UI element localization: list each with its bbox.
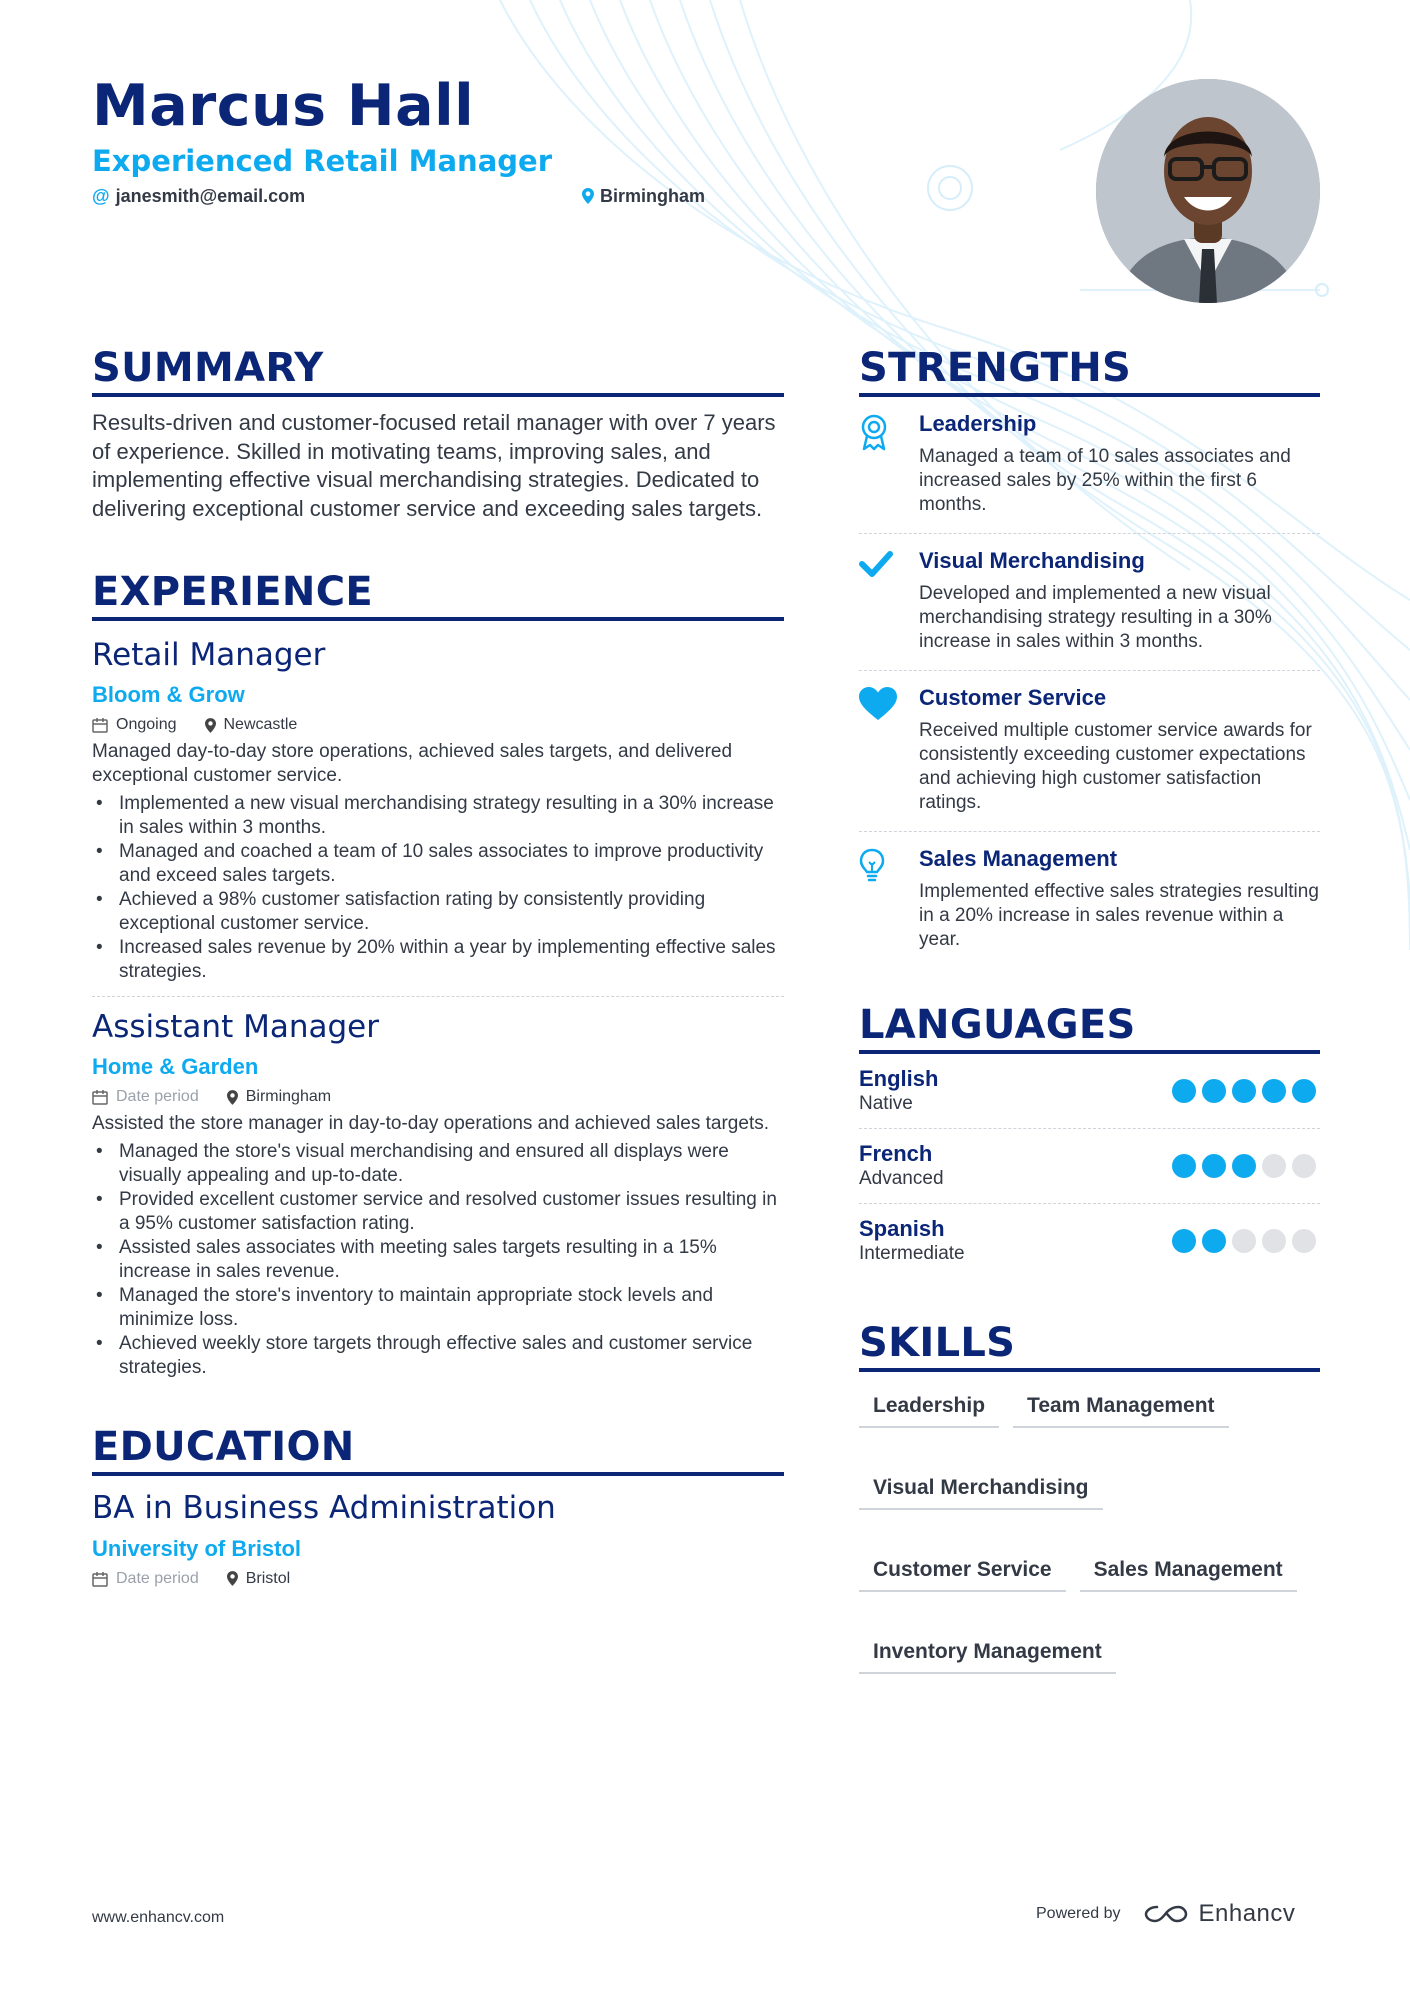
strength-description: Implemented effective sales strategies resulting in a 20% increase in sales revenue within a year. xyxy=(919,881,1319,950)
powered-by-label: Powered by xyxy=(1036,1905,1121,1922)
portrait-illustration xyxy=(1096,79,1320,303)
job-meta xyxy=(92,1088,784,1106)
proficiency-dot-filled xyxy=(1202,1229,1226,1253)
summary-text: Results-driven and customer-focused retail manager with over 7 years of experience. Skilled in motivating teams, improving sales, and implementing effective visual merchandising strategies. Dedicated to delivering exceptional customer service and exceeding sales targets. xyxy=(92,410,776,521)
proficiency-dot-empty xyxy=(1292,1229,1316,1253)
proficiency-dots xyxy=(1172,1154,1316,1178)
proficiency-dot-filled xyxy=(1292,1079,1316,1103)
experience-entry xyxy=(92,1009,784,1380)
skill-tag: Leadership xyxy=(859,1386,999,1428)
job-period xyxy=(92,1088,199,1106)
candidate-name: Marcus Hall xyxy=(92,73,475,139)
footer-branding xyxy=(1036,1900,1295,1928)
job-description: Managed day-to-day store operations, achieved sales targets, and delivered exceptional customer service. xyxy=(92,741,733,787)
strength-description: Received multiple customer service awards for consistently exceeding customer expectations and achieving high customer satisfaction ratings. xyxy=(919,720,1312,813)
education-heading: EDUCATION xyxy=(92,1424,784,1476)
summary-heading: SUMMARY xyxy=(92,345,784,397)
job-meta xyxy=(92,716,784,734)
at-sign-icon: @ xyxy=(92,185,110,206)
resume-header xyxy=(92,74,1092,214)
strength-item xyxy=(859,534,1320,671)
proficiency-dot-empty xyxy=(1262,1229,1286,1253)
location-text: Birmingham xyxy=(600,185,706,206)
strength-description: Developed and implemented a new visual merchandising strategy resulting in a 30% increase in sales within 3 months. xyxy=(919,583,1272,652)
education-period xyxy=(92,1570,199,1588)
proficiency-dot-filled xyxy=(1172,1229,1196,1253)
proficiency-dots xyxy=(1172,1079,1316,1103)
strength-description: Managed a team of 10 sales associates and increased sales by 25% within the first 6 months. xyxy=(919,446,1291,515)
achievement-item: • Implemented a new visual merchandising strategy resulting in a 30% increase in sales within 3 months. xyxy=(92,792,784,840)
proficiency-dot-filled xyxy=(1262,1079,1286,1103)
company-name: Home & Garden xyxy=(92,1054,259,1080)
education-meta xyxy=(92,1570,784,1588)
strengths-heading: STRENGTHS xyxy=(859,345,1320,397)
proficiency-dot-filled xyxy=(1232,1154,1256,1178)
language-item xyxy=(859,1129,1320,1204)
period-text: Date period xyxy=(116,1088,199,1106)
location-text: Newcastle xyxy=(223,716,298,734)
achievement-item: • Managed and coached a team of 10 sales associates to improve productivity and exceed sales targets. xyxy=(92,840,784,888)
lightbulb-icon xyxy=(859,846,919,952)
experience-entry xyxy=(92,637,784,997)
achievement-item: • Achieved a 98% customer satisfaction rating by consistently providing exceptional customer service. xyxy=(92,888,784,936)
proficiency-dot-filled xyxy=(1232,1079,1256,1103)
achievement-item: • Assisted sales associates with meeting sales targets resulting in a 15% increase in sales revenue. xyxy=(92,1236,784,1284)
skills-heading: SKILLS xyxy=(859,1320,1320,1372)
skill-tag: Customer Service xyxy=(859,1550,1066,1592)
skill-tag: Inventory Management xyxy=(859,1632,1116,1674)
left-column xyxy=(92,345,784,1588)
experience-section xyxy=(92,569,784,1380)
achievement-item: • Achieved weekly store targets through effective sales and customer service strategies. xyxy=(92,1332,784,1380)
footer-website-link[interactable]: www.enhancv.com xyxy=(92,1909,225,1926)
proficiency-dot-empty xyxy=(1292,1154,1316,1178)
achievement-item: • Increased sales revenue by 20% within a year by implementing effective sales strategies. xyxy=(92,936,784,984)
language-item xyxy=(859,1204,1320,1278)
enhancv-logo-icon xyxy=(1143,1903,1189,1925)
period-text: Ongoing xyxy=(116,716,177,734)
calendar-icon xyxy=(92,1571,108,1587)
job-title: Assistant Manager xyxy=(92,1009,379,1046)
language-name: Spanish xyxy=(859,1216,945,1241)
job-description: Assisted the store manager in day-to-day operations and achieved sales targets. xyxy=(92,1113,769,1135)
strength-title: Leadership xyxy=(919,411,1037,436)
job-location xyxy=(227,1088,331,1106)
brand-name: Enhancv xyxy=(1198,1900,1296,1927)
job-location xyxy=(205,716,298,734)
map-pin-icon xyxy=(227,1090,238,1105)
email-text: janesmith@email.com xyxy=(115,185,306,206)
location-text: Birmingham xyxy=(245,1088,332,1106)
proficiency-dot-filled xyxy=(1202,1079,1226,1103)
languages-section xyxy=(859,1002,1320,1278)
strength-item xyxy=(859,832,1320,968)
map-pin-icon xyxy=(227,1571,238,1586)
language-item xyxy=(859,1054,1320,1129)
skills-section xyxy=(859,1320,1320,1674)
strength-item xyxy=(859,397,1320,534)
strengths-section xyxy=(859,345,1320,968)
education-section xyxy=(92,1424,784,1587)
brand-logo[interactable] xyxy=(1143,1900,1296,1928)
achievement-item: • Provided excellent customer service and resolved customer issues resulting in a 95% customer satisfaction rating. xyxy=(92,1188,784,1236)
calendar-icon xyxy=(92,1089,108,1105)
skill-tag: Sales Management xyxy=(1080,1550,1297,1592)
language-list xyxy=(859,1054,1320,1278)
degree-title: BA in Business Administration xyxy=(92,1490,556,1527)
strength-title: Visual Merchandising xyxy=(919,548,1145,573)
language-name: English xyxy=(859,1066,939,1091)
proficiency-dot-filled xyxy=(1202,1154,1226,1178)
company-name: Bloom & Grow xyxy=(92,682,245,708)
summary-section xyxy=(92,345,784,523)
award-ribbon-icon xyxy=(859,411,919,517)
calendar-icon xyxy=(92,717,108,733)
education-location xyxy=(227,1570,290,1588)
proficiency-dot-empty xyxy=(1262,1154,1286,1178)
candidate-title: Experienced Retail Manager xyxy=(92,143,552,178)
heart-icon xyxy=(859,685,919,815)
school-name: University of Bristol xyxy=(92,1535,302,1561)
language-level: Native xyxy=(859,1093,913,1114)
achievement-item: • Managed the store's visual merchandising and ensured all displays were visually appealing and up-to-date. xyxy=(92,1140,784,1188)
email-contact[interactable] xyxy=(92,186,305,207)
job-period xyxy=(92,716,177,734)
language-name: French xyxy=(859,1141,933,1166)
proficiency-dot-empty xyxy=(1232,1229,1256,1253)
experience-heading: EXPERIENCE xyxy=(92,569,784,621)
proficiency-dots xyxy=(1172,1229,1316,1253)
language-level: Intermediate xyxy=(859,1243,965,1264)
skill-tag: Team Management xyxy=(1013,1386,1229,1428)
contact-row xyxy=(92,184,1092,214)
strength-item xyxy=(859,671,1320,832)
location-contact xyxy=(582,186,705,207)
skill-tag: Visual Merchandising xyxy=(859,1468,1103,1510)
divider xyxy=(92,996,784,997)
proficiency-dot-filled xyxy=(1172,1079,1196,1103)
achievement-list xyxy=(92,1140,784,1380)
skills-list xyxy=(859,1386,1320,1674)
achievement-item: • Managed the store's inventory to maintain appropriate stock levels and minimize loss. xyxy=(92,1284,784,1332)
map-pin-icon xyxy=(205,718,216,733)
strength-title: Customer Service xyxy=(919,685,1107,710)
period-text: Date period xyxy=(116,1569,199,1587)
achievement-list xyxy=(92,792,784,984)
checkmark-icon xyxy=(859,548,919,654)
job-title: Retail Manager xyxy=(92,637,326,673)
profile-photo xyxy=(1096,79,1320,303)
right-column xyxy=(859,345,1320,1674)
languages-heading: LANGUAGES xyxy=(859,1002,1320,1054)
proficiency-dot-filled xyxy=(1172,1154,1196,1178)
map-pin-icon xyxy=(582,188,594,204)
language-level: Advanced xyxy=(859,1168,944,1189)
strength-title: Sales Management xyxy=(919,846,1118,871)
location-text: Bristol xyxy=(245,1569,291,1587)
